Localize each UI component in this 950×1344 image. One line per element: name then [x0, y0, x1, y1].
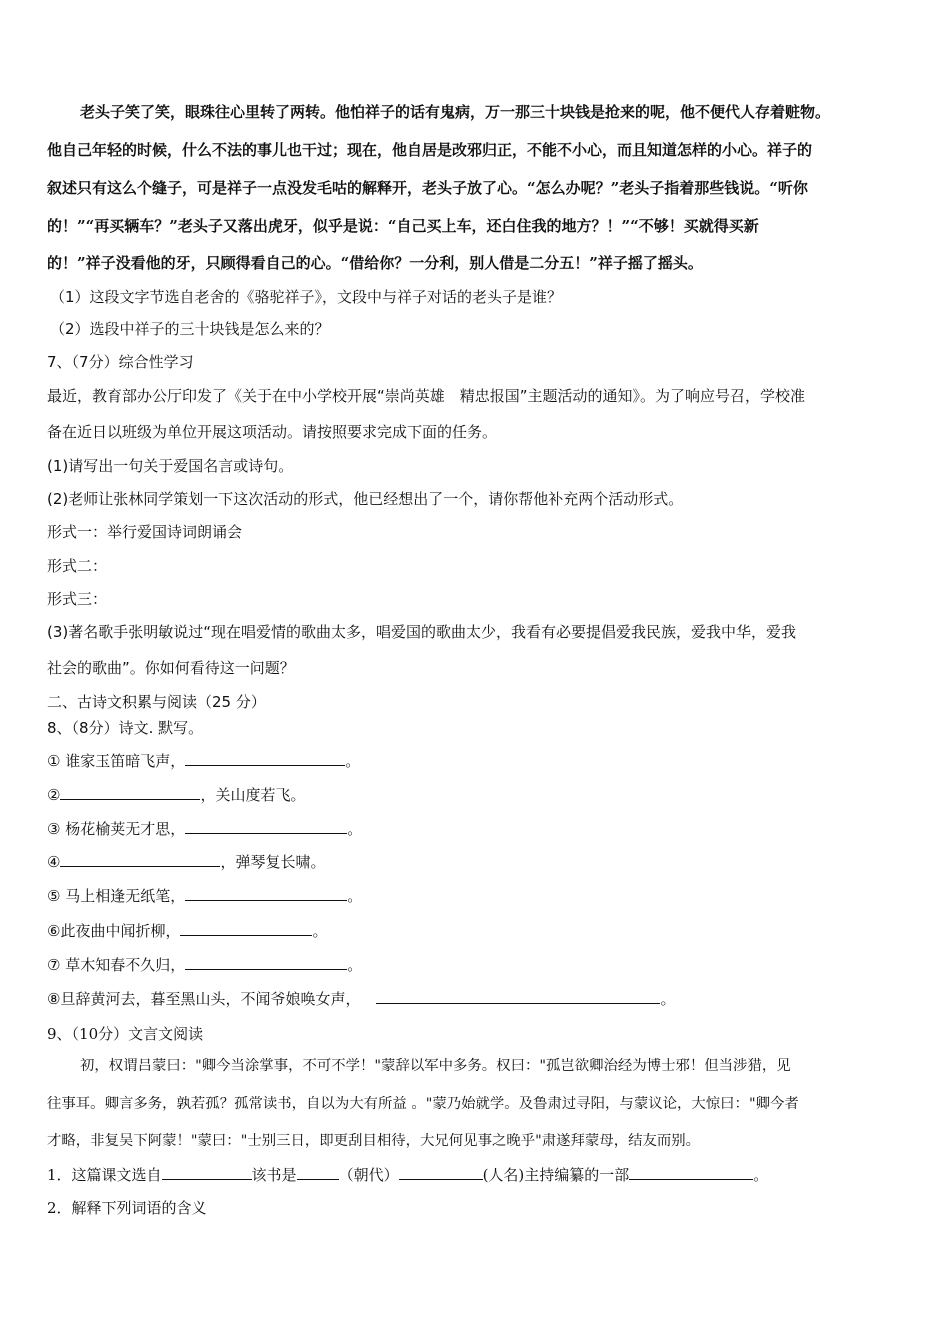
answer-blank[interactable] — [185, 751, 345, 766]
q8-item — [47, 852, 325, 872]
q7-form-1: 形式一：举行爱国诗词朗诵会 — [47, 523, 243, 541]
item-suffix: ，关山度若飞。 — [200, 786, 306, 804]
passage-line: 老头子笑了笑，眼珠往心里转了两转。他怕祥子的话有鬼病，万一那三十块钱是抢来的呢，他不便代人存着赃物。 — [80, 103, 831, 121]
sub1-text: （朝代） — [338, 1166, 399, 1184]
q7-task-3-line: (3)著名歌手张明敏说过“现在唱爱情的歌曲太多，唱爱国的歌曲太少，我看有必要提倡爱我民族，爱我中华，爱我 — [47, 623, 797, 641]
sub1-text: 1．这篇课文选自 — [47, 1166, 162, 1184]
answer-blank[interactable] — [185, 819, 347, 834]
section-2-title: 二、古诗文积累与阅读（25 分） — [47, 693, 266, 711]
item-suffix: 。 — [347, 820, 363, 838]
passage-line: 的！”“再买辆车？”老头子又落出虎牙，似乎是说：“自己买上车，还白住我的地方？！”“不够！买就得买新 — [47, 217, 759, 235]
item-prompt: 草木知春不久归， — [60, 956, 186, 974]
item-prompt: 谁家玉笛暗飞声， — [60, 752, 186, 770]
item-prompt: 旦辞黄河去，暮至黑山头，不闻爷娘唤女声， — [60, 990, 361, 1008]
item-number: ⑤ — [47, 887, 61, 905]
answer-blank[interactable] — [180, 921, 312, 936]
sub1-text: 该书是 — [251, 1166, 297, 1184]
passage-line: 叙述只有这么个缝子，可是祥子一点没发毛咕的解释开，老头子放了心。“怎么办呢？”老头子指着那些钱说。“听你 — [47, 179, 808, 197]
item-suffix: 。 — [312, 922, 328, 940]
answer-blank[interactable] — [60, 785, 200, 800]
item-prompt: 杨花榆荚无才思， — [60, 820, 186, 838]
answer-blank[interactable] — [185, 886, 347, 901]
q8-item — [47, 819, 362, 839]
q9-subquestion-1 — [47, 1165, 768, 1185]
item-suffix: 。 — [660, 990, 676, 1008]
answer-blank[interactable] — [162, 1165, 252, 1180]
item-suffix: ，弹琴复长啸。 — [220, 853, 326, 871]
q7-intro-line: 最近，教育部办公厅印发了《关于在中小学校开展“崇尚英雄 精忠报国”主题活动的通知》。为了响应号召，学校准 — [47, 387, 806, 405]
q7-intro-line: 备在近日以班级为单位开展这项活动。请按照要求完成下面的任务。 — [47, 423, 498, 441]
q7-title: 7、（7分）综合性学习 — [47, 353, 194, 371]
q9-text-line: 往事耳。卿言多务，孰若孤？孤常读书，自以为大有所益 。"蒙乃始就学。及鲁肃过寻阳，与蒙议论，大惊曰："卿今者 — [47, 1096, 799, 1112]
answer-blank[interactable] — [376, 989, 660, 1004]
q8-item — [47, 886, 362, 906]
q8-item — [47, 921, 327, 941]
item-suffix: 。 — [345, 752, 361, 770]
q6-subquestion-2: （2）选段中祥子的三十块钱是怎么来的？ — [50, 320, 330, 338]
q9-text-line: 才略，非复吴下阿蒙！"蒙曰："士别三日，即更刮目相待，大兄何见事之晚乎"肃遂拜蒙母，结友而别。 — [47, 1133, 701, 1149]
q7-task-1: (1)请写出一句关于爱国名言或诗句。 — [47, 457, 294, 475]
item-number: ③ — [47, 820, 61, 838]
q8-item — [47, 785, 305, 805]
q7-form-3: 形式三： — [47, 590, 108, 608]
item-suffix: 。 — [347, 887, 363, 905]
q6-subquestion-1: （1）这段文字节选自老舍的《骆驼祥子》，文段中与祥子对话的老头子是谁？ — [50, 288, 563, 306]
answer-blank[interactable] — [399, 1165, 483, 1180]
item-suffix: 。 — [347, 956, 363, 974]
q7-task-3-line: 社会的歌曲”。你如何看待这一问题？ — [47, 659, 295, 677]
item-number: ⑧ — [47, 990, 61, 1008]
passage-line: 的！”祥子没看他的牙，只顾得看自己的心。“借给你？一分利，别人借是二分五！”祥子摇了摇头。 — [47, 254, 703, 272]
passage-line: 他自己年轻的时候，什么不法的事儿也干过；现在，他自居是改邪归正，不能不小心，而且知道怎样的小心。祥子的 — [47, 141, 813, 159]
item-number: ⑦ — [47, 956, 61, 974]
sub1-text: 。 — [753, 1166, 769, 1184]
q9-title: 9、（10分）文言文阅读 — [47, 1025, 204, 1043]
answer-blank[interactable] — [297, 1165, 339, 1180]
q8-item — [47, 955, 362, 975]
item-number: ④ — [47, 853, 61, 871]
answer-blank[interactable] — [60, 852, 220, 867]
q7-form-2: 形式二： — [47, 557, 108, 575]
item-prompt: 马上相逢无纸笔， — [60, 887, 186, 905]
item-number: ② — [47, 786, 61, 804]
q8-item — [47, 989, 675, 1009]
q8-item — [47, 751, 360, 771]
item-number: ⑥ — [47, 922, 61, 940]
q7-task-2: (2)老师让张林同学策划一下这次活动的形式，他已经想出了一个，请你帮他补充两个活动形式。 — [47, 490, 684, 508]
q9-subquestion-2: 2．解释下列词语的含义 — [47, 1199, 207, 1217]
q8-title: 8、（8分）诗文. 默写。 — [47, 719, 204, 737]
item-prompt: 此夜曲中闻折柳， — [60, 922, 181, 940]
answer-blank[interactable] — [185, 955, 347, 970]
item-number: ① — [47, 752, 61, 770]
answer-blank[interactable] — [629, 1165, 753, 1180]
q9-text-line: 初，权谓吕蒙曰："卿今当涂掌事，不可不学！"蒙辞以军中多务。权曰："孤岂欲卿治经为博士邪！但当涉猎，见 — [80, 1058, 791, 1074]
sub1-text: (人名)主持编纂的一部 — [482, 1166, 630, 1184]
